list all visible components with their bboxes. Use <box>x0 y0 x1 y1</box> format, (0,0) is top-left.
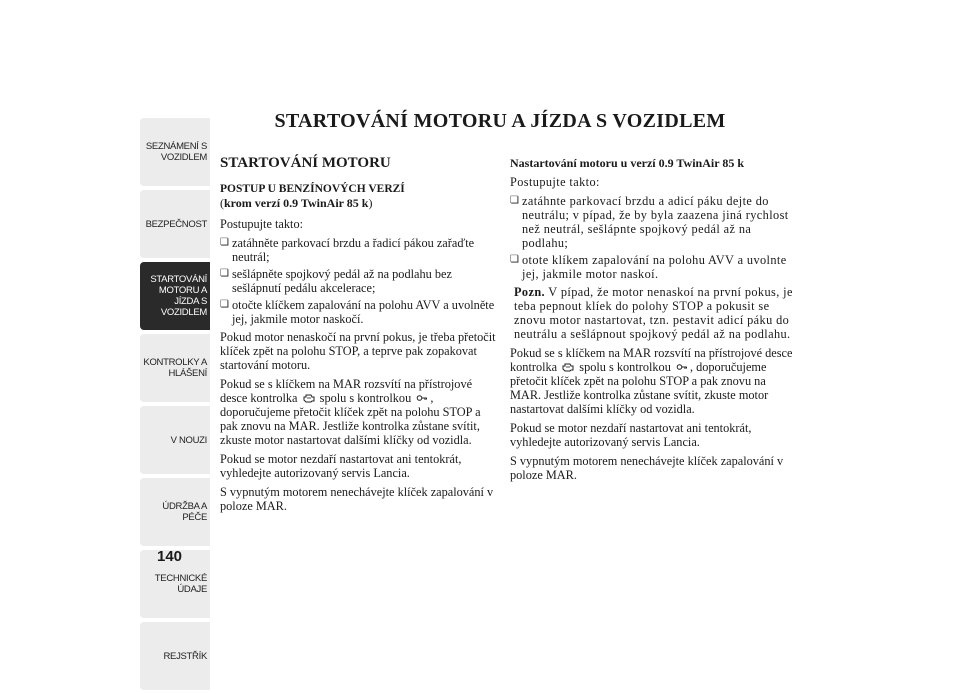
tab-startovani[interactable] <box>140 262 210 330</box>
tab-v-nouzi[interactable] <box>140 406 210 474</box>
version-label: krom verzí 0.9 TwinAir 85 k <box>224 196 369 210</box>
tab-seznameni[interactable] <box>140 118 210 186</box>
page-number: 140 <box>157 548 183 565</box>
list-item: ❏ zatáhnte parkovací brzdu a adicí páku dejte do neutrálu; v pípad, že by byla zaazena jiná rychlost než neutrál, sešlápnte spojkový pedál až na podlahu; <box>510 194 795 250</box>
list-item: ❏ otote klíkem zapalování na polohu AVV a uvolnte jej, jakmile motor naskoí. <box>510 253 795 281</box>
paragraph: Pokud se s klíčkem na MAR rozsvítí na přístrojové desce kontrolka spolu s kontrolkou , doporučujeme přetočit klíček zpět na polohu STOP a pak znovu na MAR. Jestliže kontrolka zůstane svítit, zkuste motor nastartovat dalšími klíčky od vozidla. <box>220 377 481 447</box>
paragraph: S vypnutým motorem nenechávejte klíček zapalování v poloze MAR. <box>220 485 494 513</box>
tab-kontrolky[interactable] <box>140 334 210 402</box>
tab-label: SEZNÁMENÍ S VOZIDLEM <box>145 141 207 163</box>
left-column <box>220 156 500 518</box>
tab-label: REJSTŘÍK <box>163 650 207 662</box>
list-item: ❏ zatáhněte parkovací brzdu a řadicí pákou zařaďte neutrál; <box>220 236 500 264</box>
paragraph: Pokud motor nenaskočí na první pokus, je třeba přetočit klíček zpět na polohu STOP, a teprve pak zopakovat startování motoru. <box>220 330 496 372</box>
tab-udrzba[interactable] <box>140 478 210 546</box>
section-heading: STARTOVÁNÍ MOTORU <box>220 155 391 171</box>
tab-label: ÚDRŽBA A PÉČE <box>162 501 207 523</box>
chapter-tabs <box>140 118 210 694</box>
tab-label: BEZPEČNOST <box>145 218 207 230</box>
engine-warning-icon <box>303 393 315 403</box>
tab-label: V NOUZI <box>170 434 207 446</box>
paragraph: S vypnutým motorem nenechávejte klíček zapalování v poloze MAR. <box>510 454 784 482</box>
step-list <box>510 194 795 281</box>
paragraph: Pokud se motor nezdaří nastartovat ani tentokrát, vyhledejte autorizovaný servis Lancia. <box>220 452 462 480</box>
key-warning-icon <box>676 362 688 372</box>
section-heading: Nastartování motoru u verzí 0.9 TwinAir 85 k <box>510 156 744 170</box>
tab-rejstrik[interactable] <box>140 622 210 690</box>
note-label: Pozn. <box>514 285 546 299</box>
tab-bezpecnost[interactable] <box>140 190 210 258</box>
key-warning-icon <box>416 393 428 403</box>
tab-label: STARTOVÁNÍ MOTORU A JÍZDA S VOZIDLEM <box>150 274 207 318</box>
list-item: ❏ sešlápněte spojkový pedál až na podlahu bez sešlápnutí pedálu akcelerace; <box>220 267 500 295</box>
intro-text: Postupujte takto: <box>510 175 600 189</box>
page-title: STARTOVÁNÍ MOTORU A JÍZDA S VOZIDLEM <box>274 110 726 132</box>
tab-label: KONTROLKY A HLÁŠENÍ <box>143 357 207 379</box>
note: Pozn. V pípad, že motor nenaskoí na první pokus, je teba pepnout klíek do polohy STOP a pokusit se znovu motor nastartovat, tzn. pestavit adicí páku do neutrálu a sešlápnout spojkový pedál až na podlahu. <box>514 285 793 341</box>
engine-warning-icon <box>562 362 574 372</box>
procedure-qualifier: (krom verzí 0.9 TwinAir 85 k) <box>220 196 373 210</box>
step-list <box>220 236 500 326</box>
list-item: ❏ otočte klíčkem zapalování na polohu AVV a uvolněte jej, jakmile motor naskočí. <box>220 298 500 326</box>
paragraph: Pokud se motor nezdaří nastartovat ani tentokrát, vyhledejte autorizovaný servis Lancia. <box>510 421 752 449</box>
intro-text: Postupujte takto: <box>220 217 304 231</box>
procedure-heading: POSTUP U BENZÍNOVÝCH VERZÍ <box>220 183 405 195</box>
right-column <box>510 156 795 487</box>
paragraph: Pokud se s klíčkem na MAR rozsvítí na přístrojové desce kontrolka spolu s kontrolkou , doporučujeme přetočit klíček zpět na polohu STOP a pak znovu na MAR. Jestliže kontrolka zůstane svítit, zkuste motor nastartovat dalšími klíčky od vozidla. <box>510 346 793 416</box>
tab-label: TECHNICKÉ ÚDAJE <box>154 573 207 595</box>
